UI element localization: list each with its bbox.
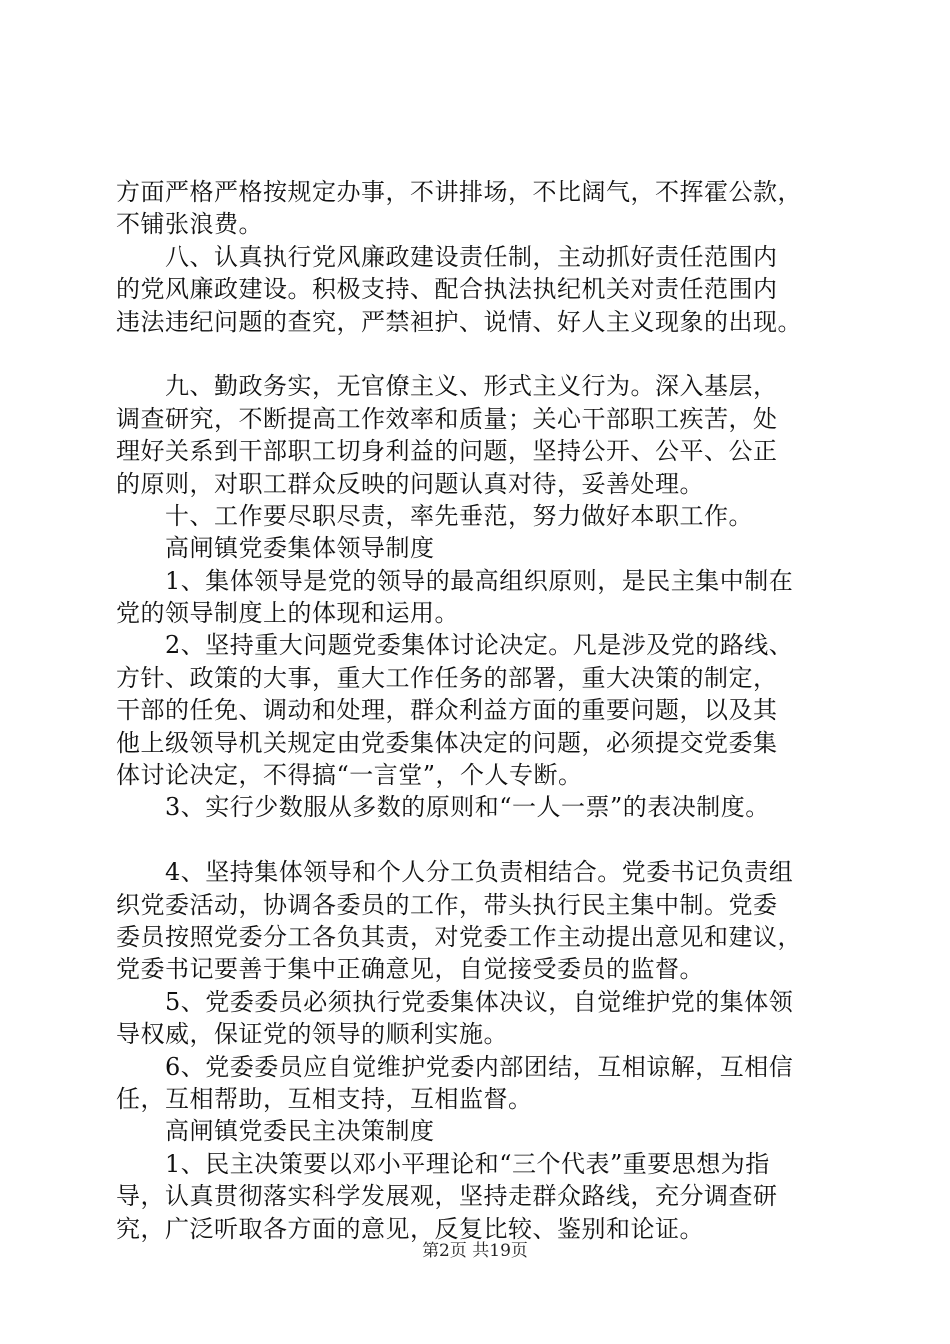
- text-line: 违法违纪问题的查究，严禁袒护、说情、好人主义现象的出现。: [116, 307, 802, 336]
- text-line: 党委书记要善于集中正确意见，自觉接受委员的监督。: [116, 955, 704, 984]
- text-line: 1、民主决策要以邓小平理论和“三个代表”重要思想为指: [116, 1149, 770, 1178]
- text-line: 的党风廉政建设。积极支持、配合执法执纪机关对责任范围内: [116, 275, 778, 304]
- section-heading: 高闸镇党委民主决策制度: [116, 1117, 435, 1146]
- text-line: 4、坚持集体领导和个人分工负责相结合。党委书记负责组: [116, 858, 794, 887]
- text-line: 导权威，保证党的领导的顺利实施。: [116, 1020, 508, 1049]
- text-line: 委员按照党委分工各负其责，对党委工作主动提出意见和建议，: [116, 922, 802, 951]
- text-line: 方针、政策的大事，重大工作任务的部署，重大决策的制定，: [116, 663, 778, 692]
- text-line: 的原则，对职工群众反映的问题认真对待，妥善处理。: [116, 469, 704, 498]
- text-line: 任，互相帮助，互相支持，互相监督。: [116, 1084, 533, 1113]
- text-line: 6、党委委员应自觉维护党委内部团结，互相谅解，互相信: [116, 1052, 794, 1081]
- text-line: 5、党委委员必须执行党委集体决议，自觉维护党的集体领: [116, 987, 794, 1016]
- text-line: 究，广泛听取各方面的意见，反复比较、鉴别和论证。: [116, 1214, 704, 1243]
- blank-line: [116, 824, 844, 856]
- page-number-footer: 第2页 共19页: [422, 1241, 528, 1261]
- text-line: 不铺张浪费。: [116, 210, 263, 239]
- text-line: 他上级领导机关规定由党委集体决定的问题，必须提交党委集: [116, 728, 778, 757]
- document-body: [116, 176, 844, 1245]
- text-line: 十、工作要尽职尽责，率先垂范，努力做好本职工作。: [116, 501, 753, 530]
- text-line: 理好关系到干部职工切身利益的问题，坚持公开、公平、公正: [116, 437, 778, 466]
- text-line: 体讨论决定，不得搞“一言堂”，个人专断。: [116, 761, 583, 790]
- text-line: 党的领导制度上的体现和运用。: [116, 599, 459, 628]
- text-line: 3、实行少数服从多数的原则和“一人一票”的表决制度。: [116, 793, 770, 822]
- text-line: 八、认真执行党风廉政建设责任制，主动抓好责任范围内: [116, 242, 778, 271]
- section-heading: 高闸镇党委集体领导制度: [116, 534, 435, 563]
- text-line: 织党委活动，协调各委员的工作，带头执行民主集中制。党委: [116, 890, 778, 919]
- blank-line: [116, 338, 844, 370]
- text-line: 九、勤政务实，无官僚主义、形式主义行为。深入基层，: [116, 372, 778, 401]
- text-line: 1、集体领导是党的领导的最高组织原则，是民主集中制在: [116, 566, 794, 595]
- text-line: 方面严格严格按规定办事，不讲排场，不比阔气，不挥霍公款，: [116, 178, 802, 206]
- text-line: 2、坚持重大问题党委集体讨论决定。凡是涉及党的路线、: [116, 631, 794, 660]
- text-line: 调查研究，不断提高工作效率和质量；关心干部职工疾苦，处: [116, 404, 778, 433]
- text-line: 导，认真贯彻落实科学发展观，坚持走群众路线，充分调查研: [116, 1182, 778, 1211]
- text-line: 干部的任免、调动和处理，群众利益方面的重要问题，以及其: [116, 696, 778, 725]
